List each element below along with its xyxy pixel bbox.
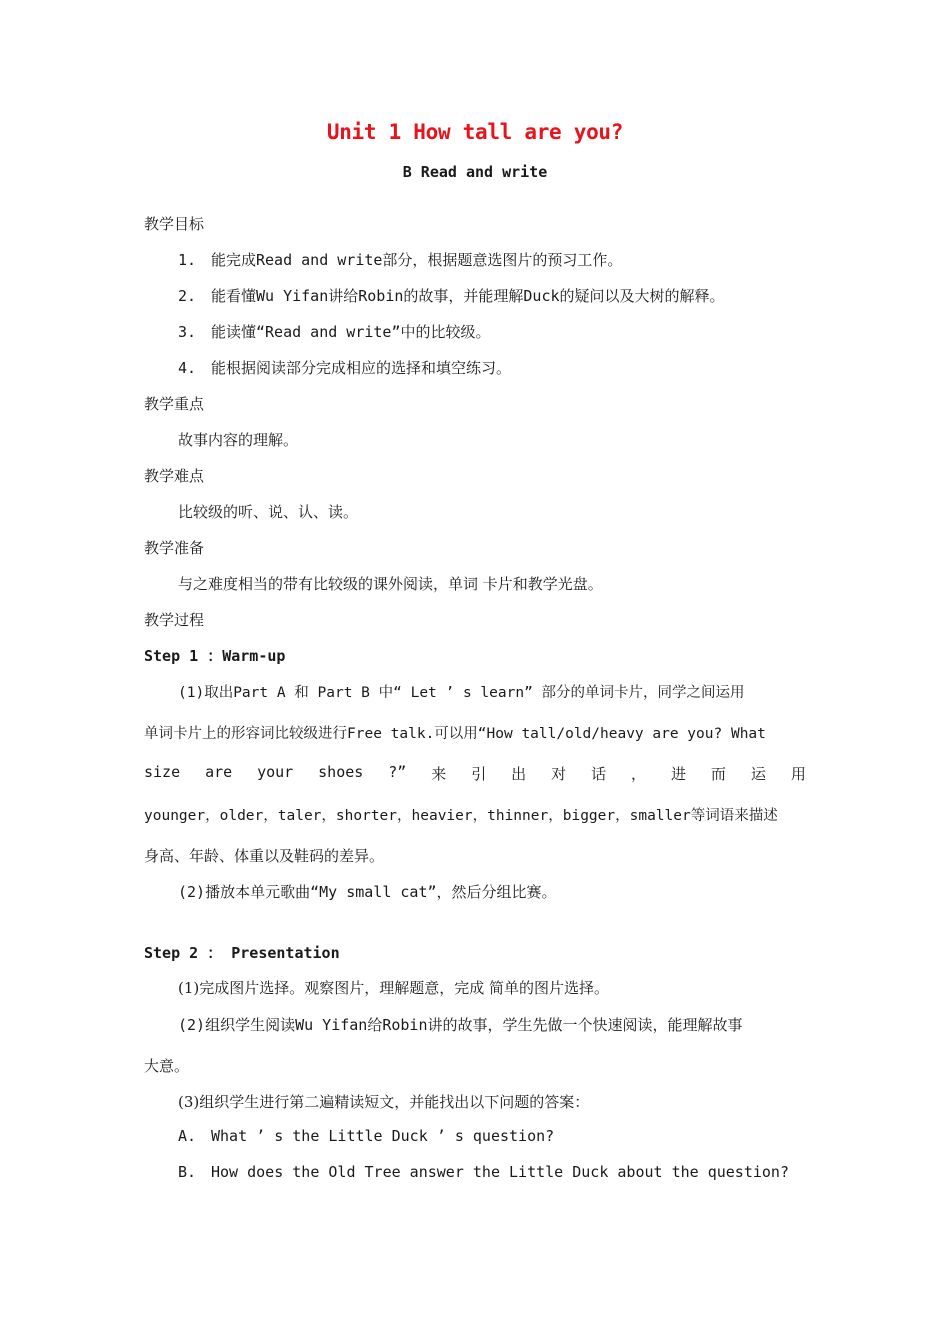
difficult-points-heading: 教学难点 bbox=[144, 467, 205, 485]
step2-paragraph2-line: (2)组织学生阅读Wu Yifan给Robin讲的故事，学生先做一个快速阅读，能理解故事 bbox=[178, 1016, 743, 1034]
key-points-heading: 教学重点 bbox=[144, 395, 205, 413]
question-text: What ’ s the Little Duck ’ s question? bbox=[211, 1127, 555, 1145]
objective-text: 能读懂“Read and write”中的比较级。 bbox=[211, 323, 491, 341]
objective-number: 4. bbox=[178, 359, 197, 377]
justified-word: ?” bbox=[388, 763, 407, 781]
objective-text: 能完成Read and write部分，根据题意选图片的预习工作。 bbox=[211, 251, 623, 269]
objective-number: 3. bbox=[178, 323, 197, 341]
justified-word: shoes bbox=[318, 763, 364, 781]
document-subtitle: B Read and write bbox=[402, 163, 548, 181]
document-title: Unit 1 How tall are you? bbox=[326, 120, 624, 144]
justified-word: 来 bbox=[431, 765, 447, 783]
step1-heading: Step 1 ：Warm-up bbox=[144, 647, 286, 665]
step1-paragraph1-justified-line bbox=[144, 763, 806, 784]
step2-paragraph1: (1)完成图片选择。观察图片，理解题意，完成 简单的图片选择。 bbox=[178, 979, 610, 997]
justified-word: 而 bbox=[710, 765, 726, 783]
objective-item bbox=[178, 357, 511, 378]
justified-word: 话 bbox=[591, 765, 607, 783]
justified-word: 出 bbox=[511, 765, 527, 783]
preparation-heading: 教学准备 bbox=[144, 539, 205, 557]
question-letter: B. bbox=[178, 1163, 197, 1181]
justified-word: your bbox=[257, 763, 294, 781]
process-heading: 教学过程 bbox=[144, 611, 205, 629]
step1-paragraph1-line: younger，older，taler，shorter，heavier，thinner，bigger，smaller等词语来描述 bbox=[144, 808, 778, 824]
step1-paragraph2: (2)播放本单元歌曲“My small cat”，然后分组比赛。 bbox=[178, 883, 557, 901]
preparation-text: 与之难度相当的带有比较级的课外阅读，单词 卡片和教学光盘。 bbox=[178, 575, 603, 593]
justified-word: 运 bbox=[750, 765, 766, 783]
justified-word: 对 bbox=[551, 765, 567, 783]
justified-word: size bbox=[144, 763, 181, 781]
objective-text: 能看懂Wu Yifan讲给Robin的故事，并能理解Duck的疑问以及大树的解释。 bbox=[211, 287, 725, 305]
objective-number: 1. bbox=[178, 251, 197, 269]
objective-text: 能根据阅读部分完成相应的选择和填空练习。 bbox=[211, 359, 512, 377]
difficult-points-text: 比较级的听、说、认、读。 bbox=[178, 503, 359, 521]
justified-word: 引 bbox=[471, 765, 487, 783]
justified-word: 用 bbox=[790, 765, 806, 783]
step2-paragraph2-line: 大意。 bbox=[144, 1057, 190, 1075]
objectives-heading: 教学目标 bbox=[144, 215, 205, 233]
question-item bbox=[178, 1127, 554, 1145]
question-text: How does the Old Tree answer the Little Duck about the question? bbox=[211, 1163, 789, 1181]
step2-paragraph3: (3)组织学生进行第二遍精读短文，并能找出以下问题的答案： bbox=[178, 1093, 590, 1111]
step1-paragraph1-line: (1)取出Part A 和 Part B 中“ Let ’ s learn” 部分的单词卡片，同学之间运用 bbox=[178, 685, 745, 701]
question-letter: A. bbox=[178, 1127, 197, 1145]
step2-heading: Step 2 ： Presentation bbox=[144, 944, 340, 962]
step1-paragraph1-line: 身高、年龄、体重以及鞋码的差异。 bbox=[144, 847, 385, 865]
objective-number: 2. bbox=[178, 287, 197, 305]
objective-item bbox=[178, 285, 725, 306]
step1-paragraph1-line: 单词卡片上的形容词比较级进行Free talk.可以用“How tall/old/heavy are you? What bbox=[144, 726, 766, 742]
objective-item bbox=[178, 321, 491, 342]
key-points-text: 故事内容的理解。 bbox=[178, 431, 299, 449]
justified-word: 进 bbox=[670, 765, 686, 783]
objective-item bbox=[178, 249, 622, 270]
question-item bbox=[178, 1163, 789, 1181]
justified-word: ， bbox=[631, 765, 647, 783]
justified-word: are bbox=[205, 763, 233, 781]
